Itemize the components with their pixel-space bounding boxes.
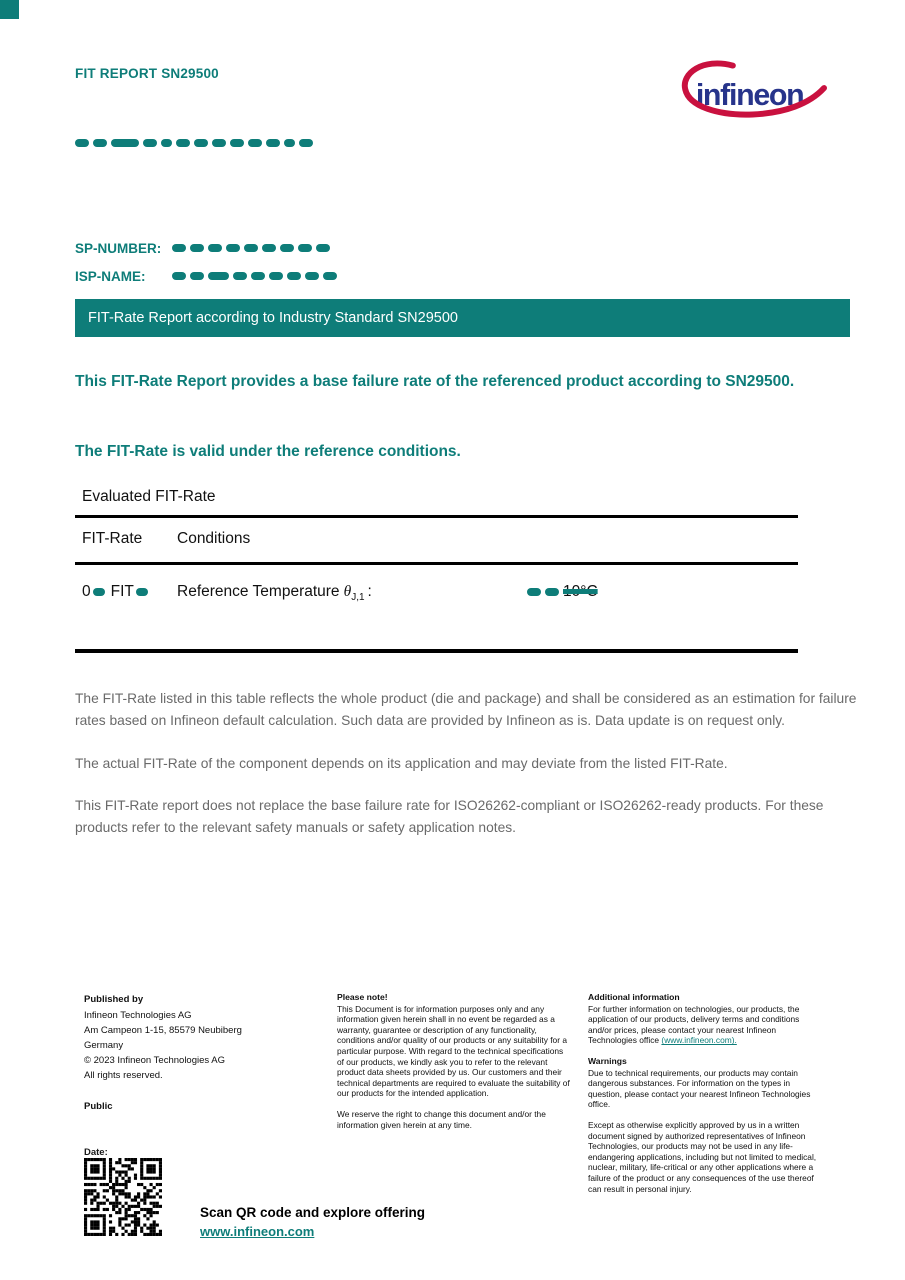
corner-mark	[0, 0, 19, 19]
redaction-mark	[172, 244, 186, 252]
footer-line: All rights reserved.	[84, 1070, 163, 1081]
redaction-mark	[208, 244, 222, 252]
qr-scan-text: Scan QR code and explore offering	[200, 1205, 426, 1220]
condition-label: Reference Temperature	[177, 583, 340, 600]
published-by-lines	[84, 1008, 330, 1083]
redaction-mark	[280, 244, 294, 252]
redaction-mark	[190, 244, 204, 252]
condition-subscript: J,1	[351, 592, 365, 604]
disclaimer-paragraph-1: The FIT-Rate listed in this table reflects the whole product (die and package) and shall be considered as an estimation for failure rates based on Infineon default calculation. Such data are provided by Infineon as is. Data update is on request only.	[75, 691, 857, 728]
redaction-mark	[93, 588, 105, 596]
redaction-mark	[287, 272, 301, 280]
redaction-mark	[194, 139, 208, 147]
date-label: Date:	[84, 1147, 108, 1158]
infineon-logo-svg	[676, 58, 828, 126]
condition-colon: :	[367, 583, 372, 600]
redaction-mark	[93, 139, 107, 147]
redaction-mark	[226, 244, 240, 252]
temperature-redaction	[527, 588, 563, 596]
infineon-logo	[676, 58, 828, 126]
infineon-office-link[interactable]: (www.infineon.com).	[661, 1035, 737, 1046]
published-by-heading: Published by	[84, 994, 144, 1005]
redaction-mark	[212, 139, 226, 147]
footer-published-by	[84, 992, 330, 1114]
redaction-mark	[545, 588, 559, 596]
infineon-website-link[interactable]: www.infineon.com	[200, 1224, 315, 1239]
redacted-subtitle	[75, 139, 317, 147]
qr-code-svg	[84, 1158, 162, 1236]
redaction-mark	[111, 139, 139, 147]
fit-rate-cell	[75, 583, 177, 603]
redaction-mark	[269, 272, 283, 280]
table-row	[75, 565, 798, 649]
footer-additional-info	[588, 992, 824, 1204]
section-banner	[75, 299, 850, 337]
redaction-mark	[305, 272, 319, 280]
disclaimer-paragraph-2: The actual FIT-Rate of the component depends on its application and may deviate from the listed FIT-Rate.	[75, 755, 728, 771]
redaction-mark	[233, 272, 247, 280]
additional-info-heading: Additional information	[588, 992, 680, 1002]
redaction-mark	[176, 139, 190, 147]
sp-number-label: SP-NUMBER:	[75, 240, 162, 256]
sp-number-row	[75, 240, 334, 256]
classification-label: Public	[84, 1101, 113, 1112]
section-banner-text: FIT-Rate Report according to Industry Standard SN29500	[88, 310, 458, 326]
please-note-heading: Please note!	[337, 992, 388, 1002]
disclaimer-paragraph-3: This FIT-Rate report does not replace the base failure rate for ISO26262-compliant or ISO26262-ready products. For these products refer to the relevant safety manuals or safety application notes.	[75, 798, 824, 836]
redaction-mark	[299, 139, 313, 147]
table-header-row	[75, 518, 798, 562]
please-note-body: This Document is for information purposes only and any information given herein shall in no event be regarded as a warranty, guarantee or description of any functionality, conditions and/or quality of our products or any suitability for a particular purpose. With regard to the technical specifications of our products, we kindly ask you to refer to the relevant product data sheets provided by us. Our customers and their technical departments are required to evaluate the suitability of our products for the intended application.	[337, 1003, 570, 1099]
column-header-conditions: Conditions	[177, 530, 251, 547]
redaction-mark	[248, 139, 262, 147]
redaction-mark	[298, 244, 312, 252]
please-note-body-2: We reserve the right to change this document and/or the information given herein at any time.	[337, 1108, 546, 1130]
warnings-body-2: Except as otherwise explicitly approved by us in a written document signed by authorized representatives of Infineon Technologies, our products may not be used in any life-endangering applications, including but not limited to medical, nuclear, military, life-critical or any other applications where a failure of the product or any consequences of the use thereof can result in personal injury.	[588, 1119, 817, 1194]
isp-name-redacted-value	[172, 272, 341, 280]
redaction-mark	[251, 272, 265, 280]
additional-info-body	[588, 1004, 824, 1046]
intro-statement-2: The FIT-Rate is valid under the reference conditions.	[75, 443, 461, 460]
footer-line: Infineon Technologies AG	[84, 1010, 192, 1021]
column-header-fit-rate: FIT-Rate	[82, 530, 143, 547]
redaction-mark	[190, 272, 204, 280]
condition-value-cell	[527, 583, 798, 603]
redaction-mark	[230, 139, 244, 147]
footer-line: © 2023 Infineon Technologies AG	[84, 1055, 225, 1066]
redaction-mark	[136, 588, 148, 596]
redaction-mark	[262, 244, 276, 252]
fit-rate-number: 0	[82, 583, 91, 600]
table-caption: Evaluated FIT-Rate	[82, 488, 216, 505]
redaction-mark	[143, 139, 157, 147]
redaction-mark	[172, 272, 186, 280]
fit-rate-table	[75, 486, 798, 653]
footer-please-note	[337, 992, 570, 1140]
redaction-mark	[208, 272, 229, 280]
temperature-value: 10°C	[563, 583, 598, 600]
condition-label-cell	[177, 583, 527, 603]
fit-rate-redaction-1	[93, 588, 109, 596]
warnings-body: Due to technical requirements, our products may contain dangerous substances. For information on the types in question, please contact your nearest Infineon Technologies office.	[588, 1067, 811, 1110]
sp-number-redacted-value	[172, 244, 334, 252]
redaction-mark	[323, 272, 337, 280]
redaction-mark	[244, 244, 258, 252]
footer-line: Am Campeon 1-15, 85579 Neubiberg	[84, 1025, 242, 1036]
condition-symbol: θ	[343, 583, 352, 600]
warnings-heading: Warnings	[588, 1055, 627, 1066]
isp-name-row	[75, 268, 341, 284]
document-title: FIT REPORT SN29500	[75, 66, 219, 81]
fit-rate-unit: FIT	[110, 583, 134, 600]
disclaimer-section	[75, 688, 857, 839]
redaction-mark	[284, 139, 295, 147]
redaction-mark	[266, 139, 280, 147]
footer-line: Germany	[84, 1040, 124, 1051]
table-rule-bottom	[75, 649, 798, 653]
fit-rate-redaction-2	[136, 588, 152, 596]
isp-name-label: ISP-NAME:	[75, 268, 146, 284]
intro-statement-1: This FIT-Rate Report provides a base failure rate of the referenced product according to SN29500.	[75, 373, 795, 390]
additional-info-text: For further information on technologies, our products, the application of our products, delivery terms and conditions and/or prices, please contact your nearest Infineon Technologies office	[588, 1003, 800, 1046]
logo-wordmark: infineon	[695, 78, 804, 113]
redaction-mark	[161, 139, 172, 147]
qr-code	[84, 1158, 162, 1236]
redaction-mark	[75, 139, 89, 147]
redaction-mark	[316, 244, 330, 252]
redaction-mark	[527, 588, 541, 596]
